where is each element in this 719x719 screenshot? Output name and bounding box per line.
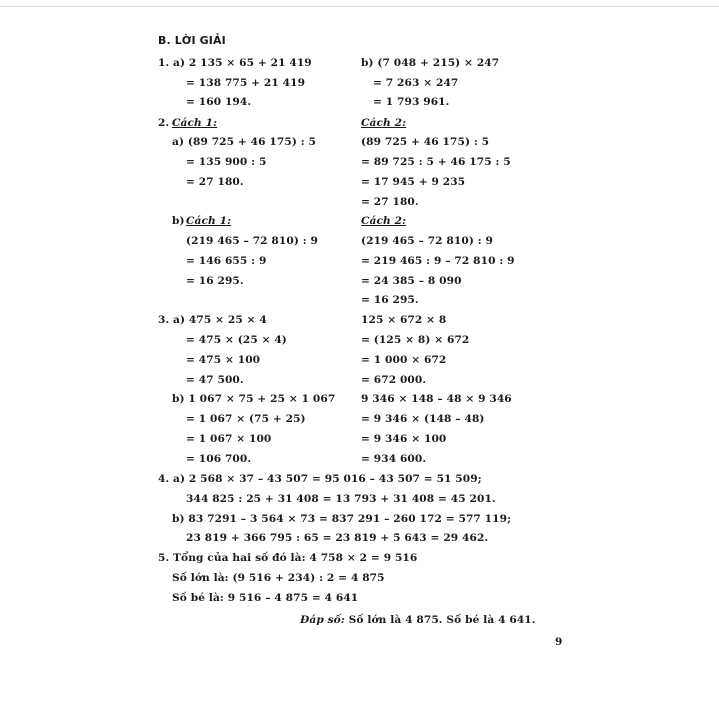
p4a-line-2: 344 825 : 25 + 31 408 = 13 793 + 31 408 = 45 201.: [186, 493, 496, 505]
p3b-left-line-4: = 106 700.: [186, 453, 252, 465]
p1-left-line-2: = 138 775 + 21 419: [186, 77, 306, 89]
p3a-right-line-2: = (125 × 8) × 672: [361, 334, 470, 346]
page-number: 9: [555, 636, 563, 648]
p4b-line-2: 23 819 + 366 795 : 65 = 23 819 + 5 643 = 29 462.: [186, 532, 489, 544]
p3b-right-line-2: = 9 346 × (148 – 48): [361, 413, 485, 425]
p3a-right-line-3: = 1 000 × 672: [361, 354, 447, 366]
p3a-right-line-1: 125 × 672 × 8: [361, 314, 447, 326]
p2b-m2-line-3: = 24 385 – 8 090: [361, 275, 462, 287]
section-title: B. LỜI GIẢI: [158, 34, 226, 47]
p2b-m1-line-2: = 146 655 : 9: [186, 255, 267, 267]
p2b-method-2-label: Cách 2:: [361, 215, 407, 227]
p1-left-line-3: = 160 194.: [186, 96, 252, 108]
p2-number: 2.: [158, 117, 170, 129]
p3a-left-line-2: = 475 × (25 × 4): [186, 334, 287, 346]
p3a-left-line-1: 3. a) 475 × 25 × 4: [158, 314, 267, 326]
top-rule: [0, 6, 719, 7]
p3b-right-line-3: = 9 346 × 100: [361, 433, 447, 445]
p3b-left-line-1: b) 1 067 × 75 + 25 × 1 067: [172, 393, 336, 405]
p2-method-2-label: Cách 2:: [361, 117, 407, 129]
p5-line-3: Số bé là: 9 516 – 4 875 = 4 641: [172, 592, 359, 604]
p3b-left-line-2: = 1 067 × (75 + 25): [186, 413, 306, 425]
p1-right-line-2: = 7 263 × 247: [373, 77, 459, 89]
p2b-m2-line-2: = 219 465 : 9 – 72 810 : 9: [361, 255, 515, 267]
p2a-m2-line-1: (89 725 + 46 175) : 5: [361, 136, 490, 148]
p4a-line-1: 4. a) 2 568 × 37 – 43 507 = 95 016 – 43 507 = 51 509;: [158, 473, 482, 485]
p1-right-line-3: = 1 793 961.: [373, 96, 450, 108]
p5-line-1: 5. Tổng của hai số đó là: 4 758 × 2 = 9 516: [158, 552, 418, 564]
p2b-method-1-label: Cách 1:: [186, 215, 232, 227]
p2a-m2-line-2: = 89 725 : 5 + 46 175 : 5: [361, 156, 511, 168]
p1-right-line-1: b) (7 048 + 215) × 247: [361, 57, 500, 69]
p1-left-line-1: 1. a) 2 135 × 65 + 21 419: [158, 57, 312, 69]
p3b-right-line-4: = 934 600.: [361, 453, 427, 465]
p2b-m1-line-1: (219 465 – 72 810) : 9: [186, 235, 319, 247]
p3a-left-line-4: = 47 500.: [186, 374, 244, 386]
p3a-right-line-4: = 672 000.: [361, 374, 427, 386]
p2b-label: b): [172, 215, 185, 227]
p2-method-1-label: Cách 1:: [172, 117, 218, 129]
p2a-m1-line-2: = 135 900 : 5: [186, 156, 267, 168]
p3a-left-line-3: = 475 × 100: [186, 354, 261, 366]
p2b-m2-line-4: = 16 295.: [361, 294, 419, 306]
p3b-right-line-1: 9 346 × 148 – 48 × 9 346: [361, 393, 512, 405]
p2a-m1-line-3: = 27 180.: [186, 176, 244, 188]
answer-label: Đáp số:: [300, 614, 345, 626]
p2b-m2-line-1: (219 465 – 72 810) : 9: [361, 235, 494, 247]
p5-line-2: Số lớn là: (9 516 + 234) : 2 = 4 875: [172, 572, 385, 584]
p2a-m2-line-4: = 27 180.: [361, 196, 419, 208]
answer-line: [300, 613, 536, 627]
answer-text: Số lớn là 4 875. Số bé là 4 641.: [348, 614, 536, 626]
p2b-m1-line-3: = 16 295.: [186, 275, 244, 287]
p2a-m2-line-3: = 17 945 + 9 235: [361, 176, 466, 188]
p3b-left-line-3: = 1 067 × 100: [186, 433, 272, 445]
p4b-line-1: b) 83 7291 – 3 564 × 73 = 837 291 – 260 172 = 577 119;: [172, 513, 512, 525]
p2a-m1-line-1: a) (89 725 + 46 175) : 5: [172, 136, 316, 148]
